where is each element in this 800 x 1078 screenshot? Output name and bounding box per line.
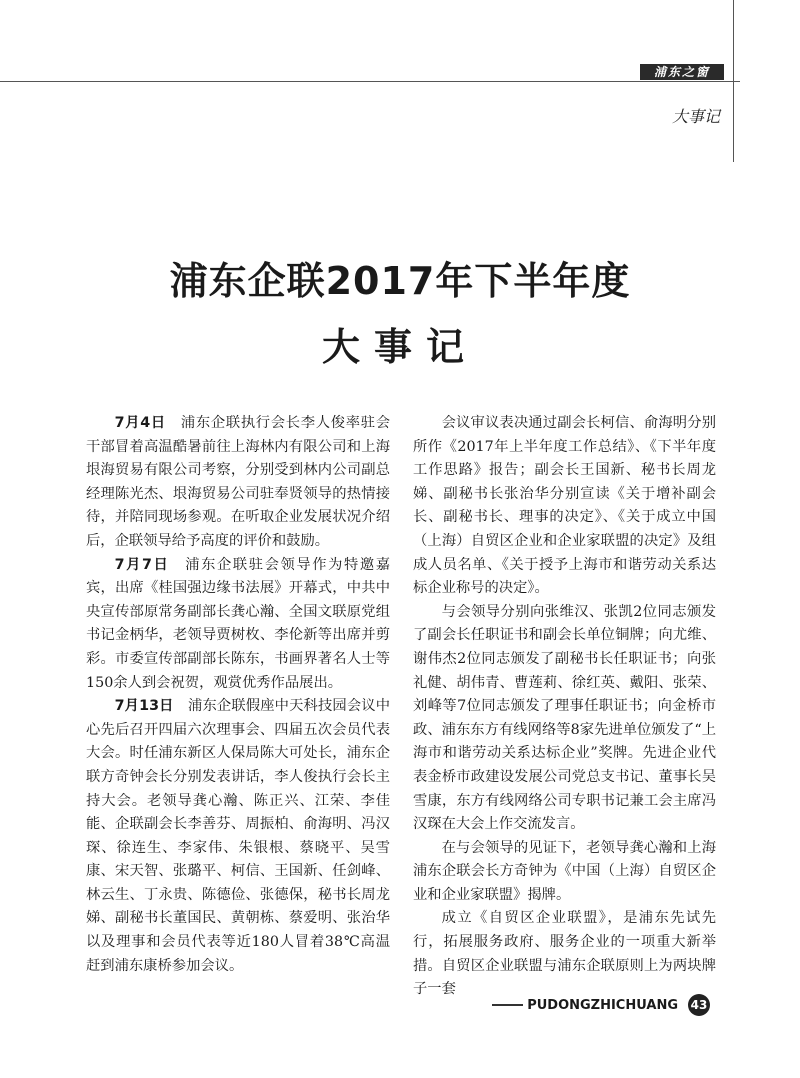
paragraph (86, 412, 390, 554)
entry-date: 7月13日 (114, 698, 174, 715)
paragraph: 在与会领导的见证下，老领导龚心瀚和上海浦东企联会长方奇钟为《中国（上海）自贸区企业和企业家联盟》揭牌。 (413, 839, 716, 903)
paragraph (86, 554, 390, 696)
entry-text: 浦东企联执行会长李人俊率驻会干部冒着高温酷暑前往上海林内有限公司和上海垠海贸易有限公司考察，分别受到林内公司副总经理陈光杰、垠海贸易公司驻奉贤领导的热情接待，并陪同现场参观。在听取企业发展状况介绍后，企联领导给予高度的评价和鼓励。 (86, 415, 391, 549)
paragraph: 成立《自贸区企业联盟》，是浦东先试先行，拓展服务政府、服务企业的一项重大新举措。自贸区企业联盟与浦东企联原则上为两块牌子一套 (413, 910, 716, 998)
paragraph: 与会领导分别向张维汉、张凯2位同志颁发了副会长任职证书和副会长单位铜牌；向尤维、谢伟杰2位同志颁发了副秘书长任职证书；向张礼健、胡伟青、曹莲莉、徐红英、戴阳、张荣、刘峰等7位同志颁发了理事任职证书；向金桥市政、浦东东方有线网络等8家先进单位颁发了“上海市和谐劳动关系达标企业”奖牌。先进企业代表金桥市政建设发展公司党总支书记、董事长吴雪康，东方有线网络公司专职书记兼工会主席冯汉琛在大会上作交流发言。 (413, 603, 716, 833)
footer-magazine-name: PUDONGZHICHUANG (523, 996, 684, 1016)
article-title: 浦东企联2017年下半年度 (169, 259, 631, 303)
page-number: 43 (688, 994, 710, 1016)
entry-date: 7月7日 (114, 556, 170, 573)
paragraph: 会议审议表决通过副会长柯信、俞海明分别所作《2017年上半年度工作总结》、《下半年度工作思路》报告；副会长王国新、秘书长周龙娣、副秘书长张治华分别宣读《关于增补副会长、副秘书长、理事的决定》、《关于成立中国（上海）自贸区企业和企业家联盟的决定》及组成人员名单、《关于授予上海市和谐劳动关系达标企业称号的决定》。 (413, 415, 716, 597)
paragraph (86, 695, 390, 978)
header-horizontal-rule (0, 81, 740, 82)
magazine-tag: 浦东之窗 (640, 64, 724, 80)
right-column (413, 412, 716, 1002)
section-label: 大事记 (671, 107, 720, 126)
left-column (86, 412, 390, 978)
footer-wrap (492, 996, 684, 1016)
article-subtitle: 大事记 (321, 325, 478, 369)
entry-date: 7月4日 (114, 415, 166, 431)
entry-text: 浦东企联假座中天科技园会议中心先后召开四届六次理事会、四届五次会员代表大会。时任浦东新区人保局陈大可处长，浦东企联方奇钟会长分别发表讲话，李人俊执行会长主持大会。老领导龚心瀚、陈正兴、江荣、李佳能、企联副会长李善芬、周振柏、俞海明、冯汉琛、徐连生、李家伟、朱银根、蔡晓平、吴雪康、宋天智、张璐平、柯信、王国新、任剑峰、林云生、丁永贵、陈德俭、张德保，秘书长周龙娣、副秘书长董国民、黄朝栋、蔡爱明、张治华以及理事和会员代表等近180人冒着38℃高温赶到浦东康桥参加会议。 (86, 698, 391, 974)
entry-text: 浦东企联驻会领导作为特邀嘉宾，出席《桂国强边缘书法展》开幕式，中共中央宣传部原常务副部长龚心瀚、全国文联原党组书记金柄华，老领导贾树枚、李伦新等出席并剪彩。市委宣传部副部长陈东，书画界著名人士等150余人到会祝贺，观赏优秀作品展出。 (86, 556, 391, 691)
